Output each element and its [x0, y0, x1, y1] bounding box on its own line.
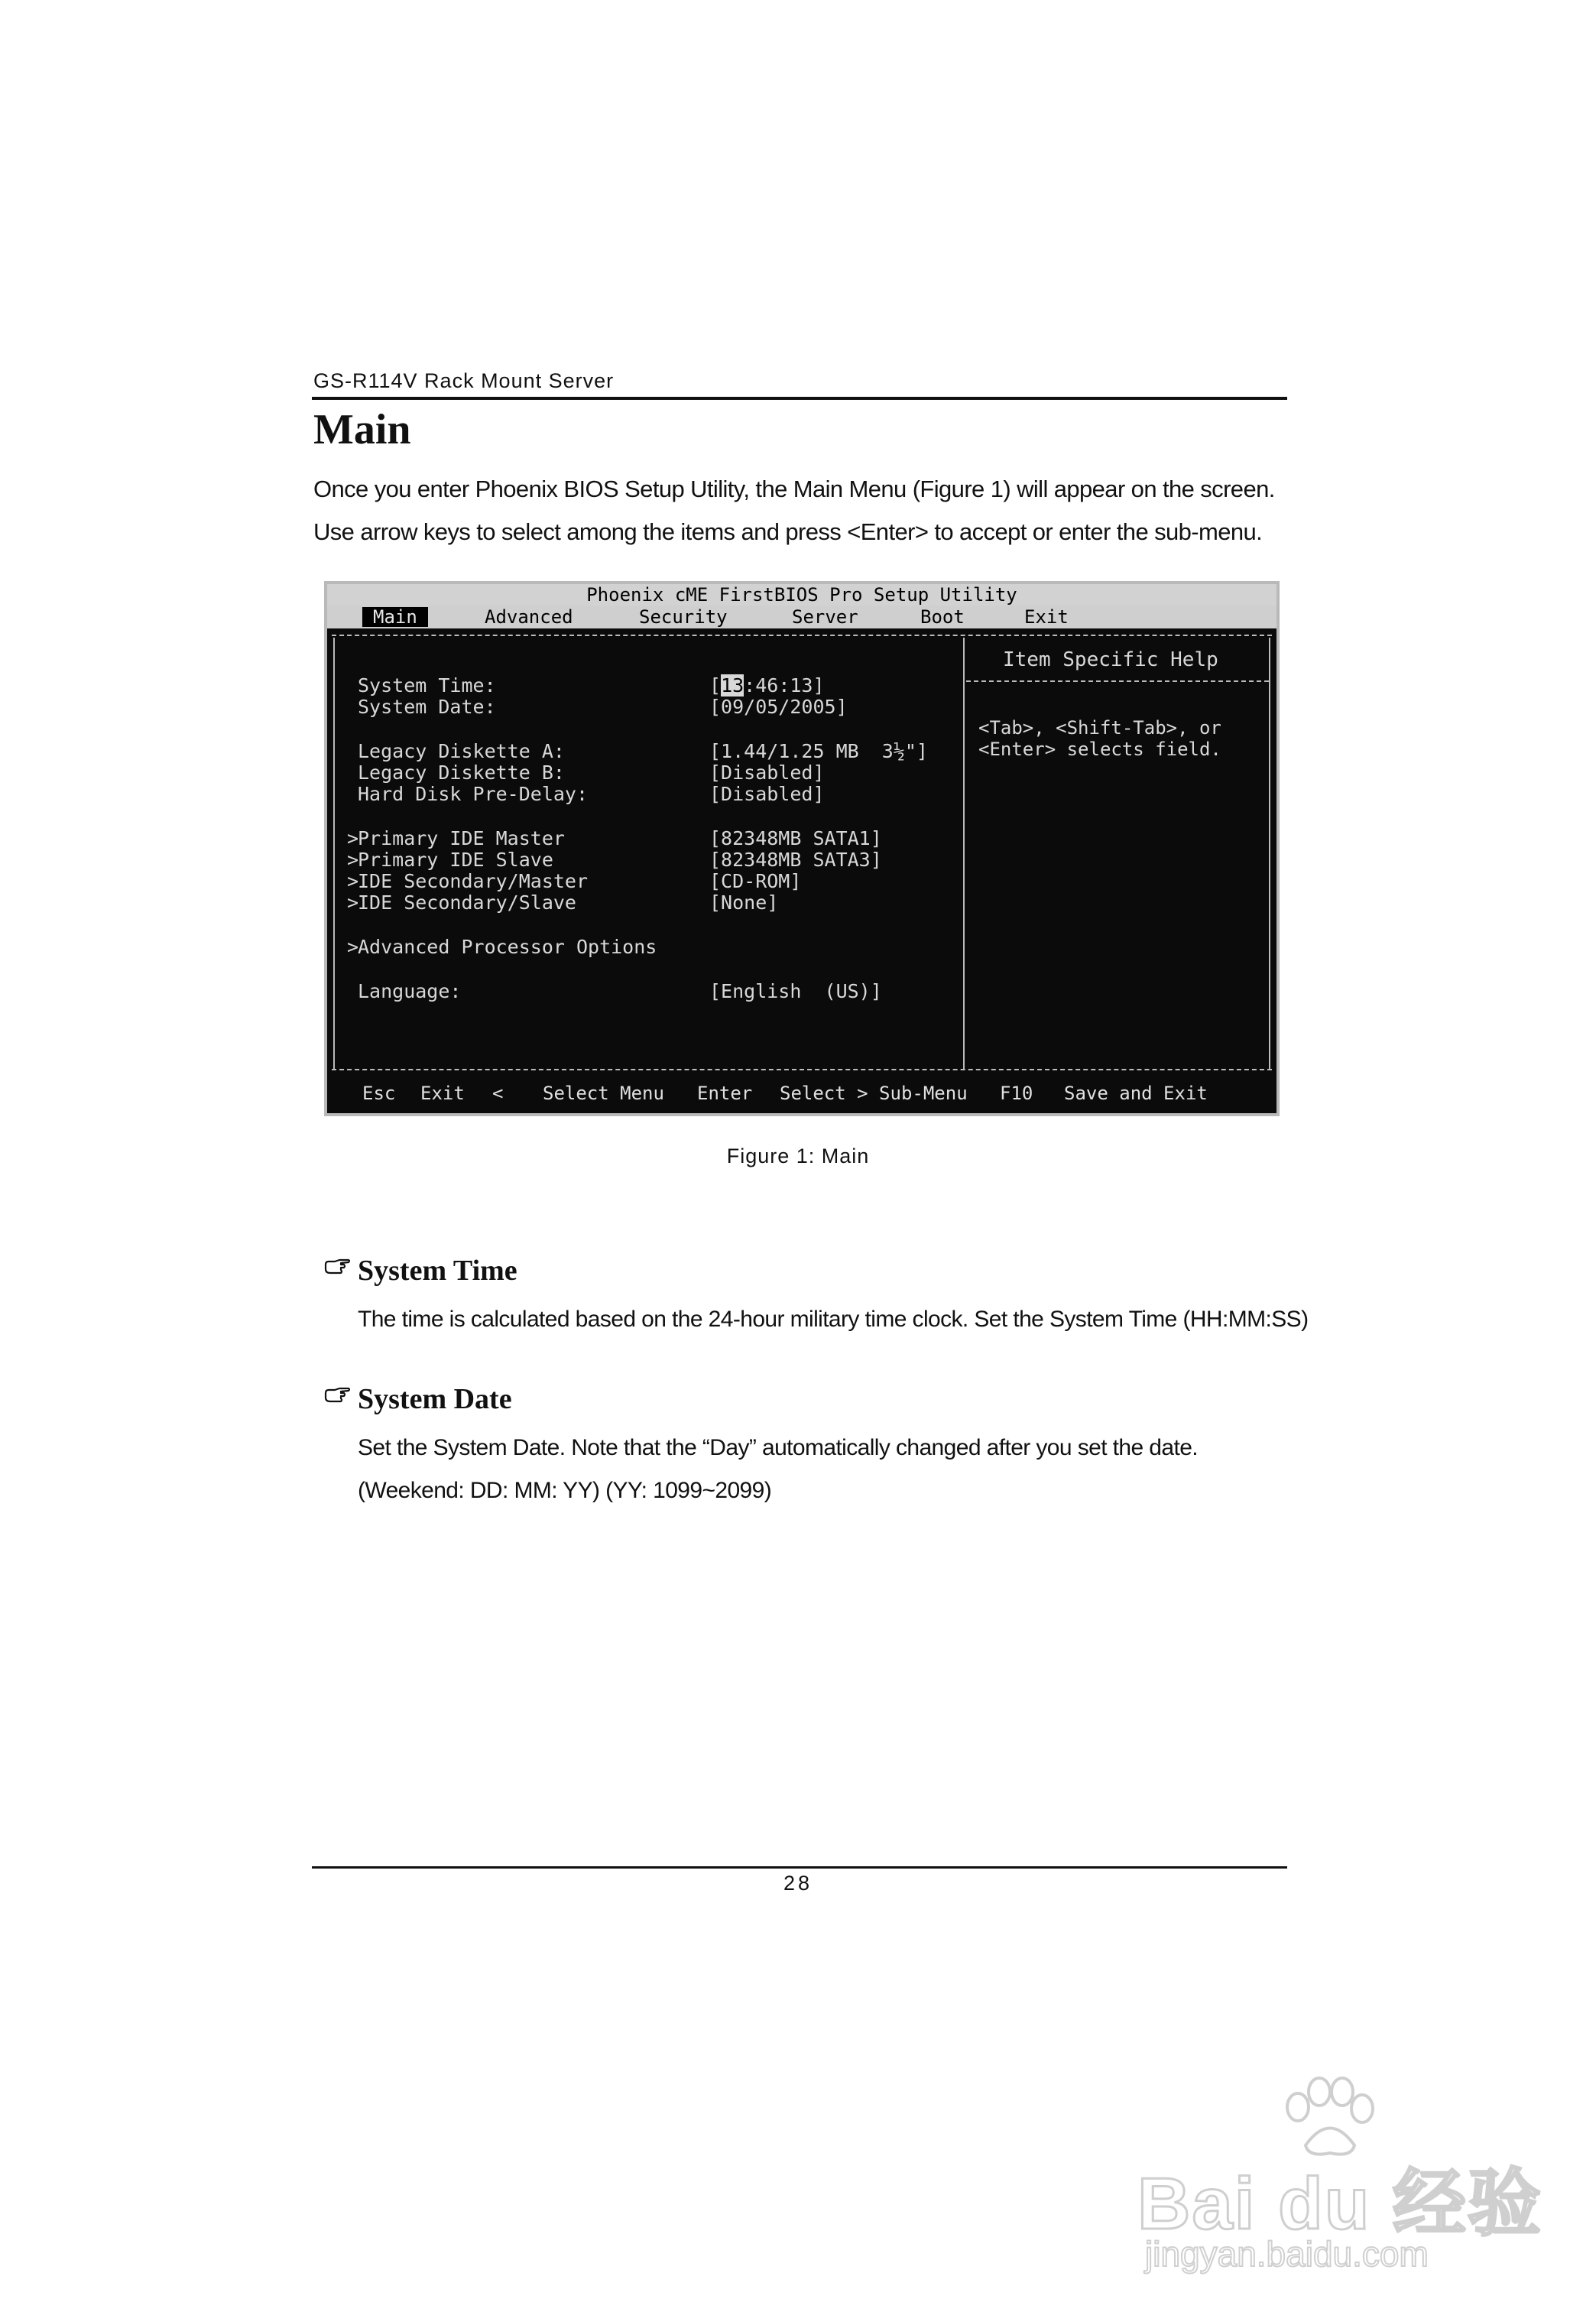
page-title: Main [313, 406, 411, 453]
ide-secondary-slave-value: [None] [709, 891, 779, 914]
bios-footer [327, 1073, 1276, 1113]
legacy-diskette-a-label: Legacy Diskette A: [358, 740, 565, 762]
help-line-2: <Enter> selects field. [978, 739, 1221, 760]
watermark-url: jingyan.baidu.com [1145, 2234, 1429, 2274]
primary-ide-slave-label[interactable]: Primary IDE Slave [358, 849, 553, 871]
bios-frame-right [1269, 638, 1270, 1069]
language-label: Language: [358, 980, 462, 1002]
bios-menu-security[interactable]: Security [639, 606, 728, 628]
submenu-arrow: > [347, 936, 359, 958]
primary-ide-master-value: [82348MB SATA1] [709, 827, 882, 849]
footer-esc-key: Esc [362, 1083, 396, 1104]
watermark-logo-text: Bai du 经验 [1137, 2163, 1543, 2245]
primary-ide-slave-value: [82348MB SATA3] [709, 849, 882, 871]
page-number: 28 [783, 1872, 813, 1895]
system-time-label: System Time: [358, 674, 496, 697]
hard-disk-pre-delay-value[interactable]: [Disabled] [709, 783, 825, 805]
ide-secondary-master-value: [CD-ROM] [709, 870, 802, 892]
ide-secondary-master-label[interactable]: IDE Secondary/Master [358, 870, 589, 892]
section-body: The time is calculated based on the 24-hour military time clock. Set the System Time (HH:MM:SS) [358, 1307, 1309, 1332]
submenu-arrow: > [347, 870, 359, 892]
bios-help-rule [966, 680, 1269, 682]
footer-save-exit-label: Save and Exit [1064, 1083, 1208, 1104]
bios-menu-main[interactable]: Main [362, 607, 428, 627]
bios-menu-boot[interactable]: Boot [920, 606, 965, 628]
system-time-hours[interactable]: 13 [721, 674, 744, 697]
pointing-hand-icon [324, 1257, 350, 1281]
primary-ide-master-label[interactable]: Primary IDE Master [358, 827, 565, 849]
submenu-arrow: > [347, 849, 359, 871]
baidu-watermark [1137, 2077, 1543, 2275]
bios-frame-bottom [332, 1069, 1272, 1070]
bios-title-bar: Phoenix cME FirstBIOS Pro Setup Utility [327, 584, 1276, 606]
hard-disk-pre-delay-label: Hard Disk Pre-Delay: [358, 783, 589, 805]
bios-menu-bar [327, 606, 1276, 628]
system-date-value[interactable]: [09/05/2005] [709, 696, 848, 718]
bios-menu-advanced[interactable]: Advanced [485, 606, 573, 628]
bios-menu-exit[interactable]: Exit [1024, 606, 1069, 628]
legacy-diskette-b-label: Legacy Diskette B: [358, 761, 565, 784]
bios-screenshot [324, 581, 1280, 1116]
intro-paragraph: Once you enter Phoenix BIOS Setup Utility, the Main Menu (Figure 1) will appear on the screen. Use arrow keys to select among the items and press <Enter> to accept or enter the sub-menu. [313, 476, 1275, 545]
footer-exit-label: Exit [420, 1083, 465, 1104]
bios-panel-divider [963, 638, 965, 1069]
section-title: System Time [358, 1255, 517, 1287]
bios-menu-server[interactable]: Server [792, 606, 858, 628]
system-time-rest: :46:13] [744, 674, 825, 697]
header-rule [312, 397, 1287, 400]
running-header: GS-R114V Rack Mount Server [313, 369, 615, 392]
section-body-line: (Weekend: DD: MM: YY) (YY: 1099~2099) [358, 1478, 772, 1503]
pointing-hand-icon [324, 1385, 350, 1410]
ide-secondary-slave-label[interactable]: IDE Secondary/Slave [358, 891, 576, 914]
advanced-processor-options-label[interactable]: Advanced Processor Options [358, 936, 657, 958]
footer-rule [312, 1866, 1287, 1869]
legacy-diskette-a-value[interactable]: [1.44/1.25 MB 3½"] [709, 740, 928, 762]
footer-f10-key: F10 [1000, 1083, 1033, 1104]
footer-select-submenu-label: Select > Sub-Menu [780, 1083, 968, 1104]
section-body-line: Set the System Date. Note that the “Day” automatically changed after you set the date. [358, 1435, 1199, 1460]
section-body [358, 1427, 1198, 1512]
bios-frame-top [332, 635, 1272, 636]
submenu-arrow: > [347, 827, 359, 849]
help-title: Item Specific Help [1003, 648, 1218, 671]
figure-caption: Figure 1: Main [726, 1145, 870, 1167]
language-value[interactable]: [English (US)] [709, 980, 882, 1002]
system-date-label: System Date: [358, 696, 496, 718]
footer-arrow-keys: < [492, 1083, 504, 1104]
footer-select-menu-label: Select Menu [543, 1083, 664, 1104]
bios-frame-left [333, 638, 335, 1069]
section-title: System Date [358, 1383, 512, 1415]
legacy-diskette-b-value[interactable]: [Disabled] [709, 761, 825, 784]
submenu-arrow: > [347, 891, 359, 914]
help-line-1: <Tab>, <Shift-Tab>, or [978, 717, 1221, 739]
footer-enter-key: Enter [697, 1083, 753, 1104]
system-time-value[interactable]: [13:46:13] [709, 674, 825, 697]
